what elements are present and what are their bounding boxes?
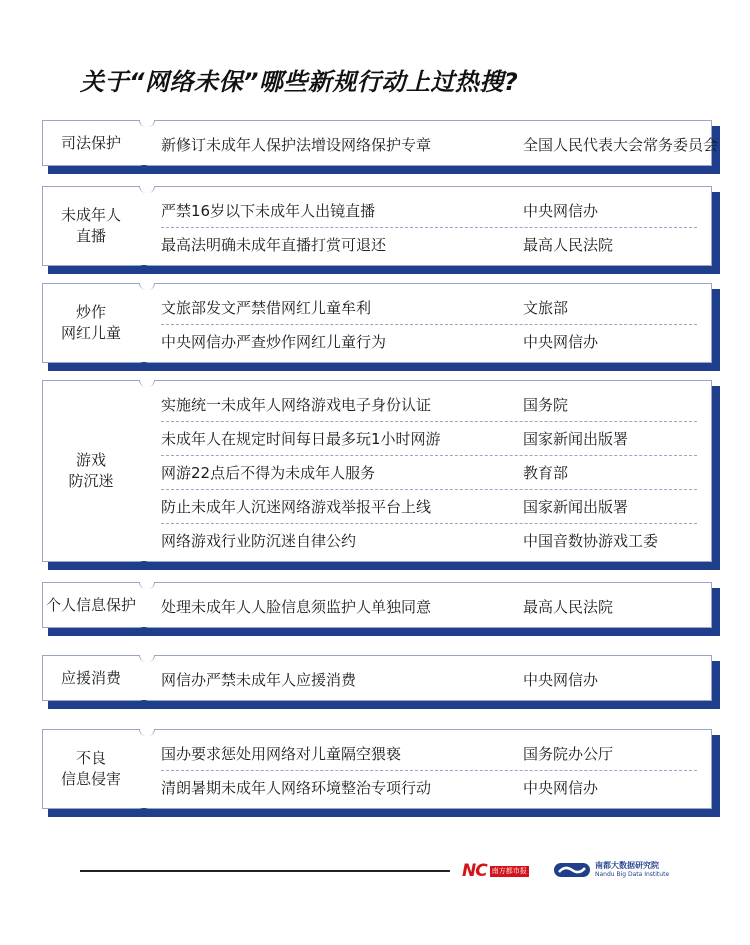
table-row [161, 127, 719, 161]
wave-logo-icon [554, 861, 590, 879]
table-row [161, 421, 697, 455]
event-text: 国办要求惩处用网络对儿童隔空猥亵 [161, 744, 402, 763]
table-row [161, 589, 697, 623]
policy-group [42, 582, 720, 636]
card-notch [139, 582, 155, 589]
table-row [161, 290, 697, 324]
policy-group [42, 283, 720, 371]
organization-text: 最高人民法院 [523, 235, 614, 254]
table-row [161, 387, 697, 421]
table-row [161, 227, 697, 261]
table-row [161, 523, 697, 557]
event-text: 处理未成年人人脸信息须监护人单独同意 [161, 597, 432, 616]
category-label: 应援消费 [60, 668, 121, 687]
category-label: 司法保护 [60, 133, 121, 152]
card-notch [139, 380, 155, 387]
group-card [42, 120, 719, 166]
organization-text: 最高人民法院 [523, 597, 614, 616]
organization-text: 国家新闻出版署 [523, 497, 629, 516]
category-label: 游戏 防沉迷 [68, 451, 114, 490]
organization-text: 中央网信办 [523, 670, 599, 689]
table-row [161, 736, 697, 770]
table-row [161, 770, 697, 804]
institute-name-en: Nandu Big Data Institute [595, 871, 670, 878]
category-label: 未成年人 直播 [60, 206, 121, 245]
table-row [161, 324, 697, 358]
organization-text: 国家新闻出版署 [523, 429, 629, 448]
policy-group [42, 655, 720, 709]
organization-text: 中国音数协游戏工委 [523, 531, 659, 550]
table-row [161, 489, 697, 523]
group-rows [161, 583, 697, 627]
organization-text: 全国人民代表大会常务委员会 [523, 135, 719, 154]
group-rows [161, 187, 697, 265]
institute-name-cn: 南都大数据研究院 [595, 861, 659, 870]
organization-text: 中央网信办 [523, 778, 599, 797]
group-card [42, 283, 712, 363]
group-card [42, 655, 712, 701]
page-title: 关于“网络未保”哪些新规行动上过热搜? [80, 68, 519, 96]
policy-group [42, 120, 720, 174]
card-notch [139, 186, 155, 193]
policy-group [42, 380, 720, 570]
event-text: 最高法明确未成年直播打赏可退还 [161, 235, 387, 254]
organization-text: 中央网信办 [523, 201, 599, 220]
card-notch [139, 729, 155, 736]
policy-group [42, 729, 720, 817]
event-text: 网络游戏行业防沉迷自律公约 [161, 531, 357, 550]
group-rows [161, 381, 697, 561]
category-label: 炒作 网红儿童 [60, 303, 121, 342]
card-notch [139, 283, 155, 290]
card-notch [139, 120, 155, 127]
event-text: 严禁16岁以下未成年人出镜直播 [161, 201, 376, 220]
organization-text: 中央网信办 [523, 332, 599, 351]
group-rows [161, 730, 697, 808]
event-text: 清朗暑期未成年人网络环境整治专项行动 [161, 778, 432, 797]
group-card [42, 729, 712, 809]
organization-text: 教育部 [523, 463, 569, 482]
nandu-logo [462, 862, 529, 880]
event-text: 防止未成年人沉迷网络游戏举报平台上线 [161, 497, 432, 516]
footer-divider [80, 870, 450, 872]
organization-text: 文旅部 [523, 298, 569, 317]
table-row [161, 662, 697, 696]
event-text: 网信办严禁未成年人应援消费 [161, 670, 357, 689]
event-text: 中央网信办严查炒作网红儿童行为 [161, 332, 387, 351]
event-text: 未成年人在规定时间每日最多玩1小时网游 [161, 429, 441, 448]
big-data-institute-logo [554, 861, 669, 879]
event-text: 文旅部发文严禁借网红儿童牟利 [161, 298, 372, 317]
group-card [42, 186, 712, 266]
group-rows [161, 656, 697, 700]
group-card [42, 582, 712, 628]
event-text: 新修订未成年人保护法增设网络保护专章 [161, 135, 432, 154]
nd-logo-mark: NC [462, 861, 487, 881]
group-card [42, 380, 712, 562]
table-row [161, 193, 697, 227]
policy-group [42, 186, 720, 274]
card-notch [139, 655, 155, 662]
category-label: 个人信息保护 [45, 595, 136, 614]
group-rows [161, 121, 719, 165]
organization-text: 国务院 [523, 395, 569, 414]
category-label: 不良 信息侵害 [60, 749, 121, 788]
nd-logo-box: 南方都市报 [491, 866, 527, 875]
table-row [161, 455, 697, 489]
event-text: 实施统一未成年人网络游戏电子身份认证 [161, 395, 432, 414]
organization-text: 国务院办公厅 [523, 744, 614, 763]
group-rows [161, 284, 697, 362]
event-text: 网游22点后不得为未成年人服务 [161, 463, 376, 482]
